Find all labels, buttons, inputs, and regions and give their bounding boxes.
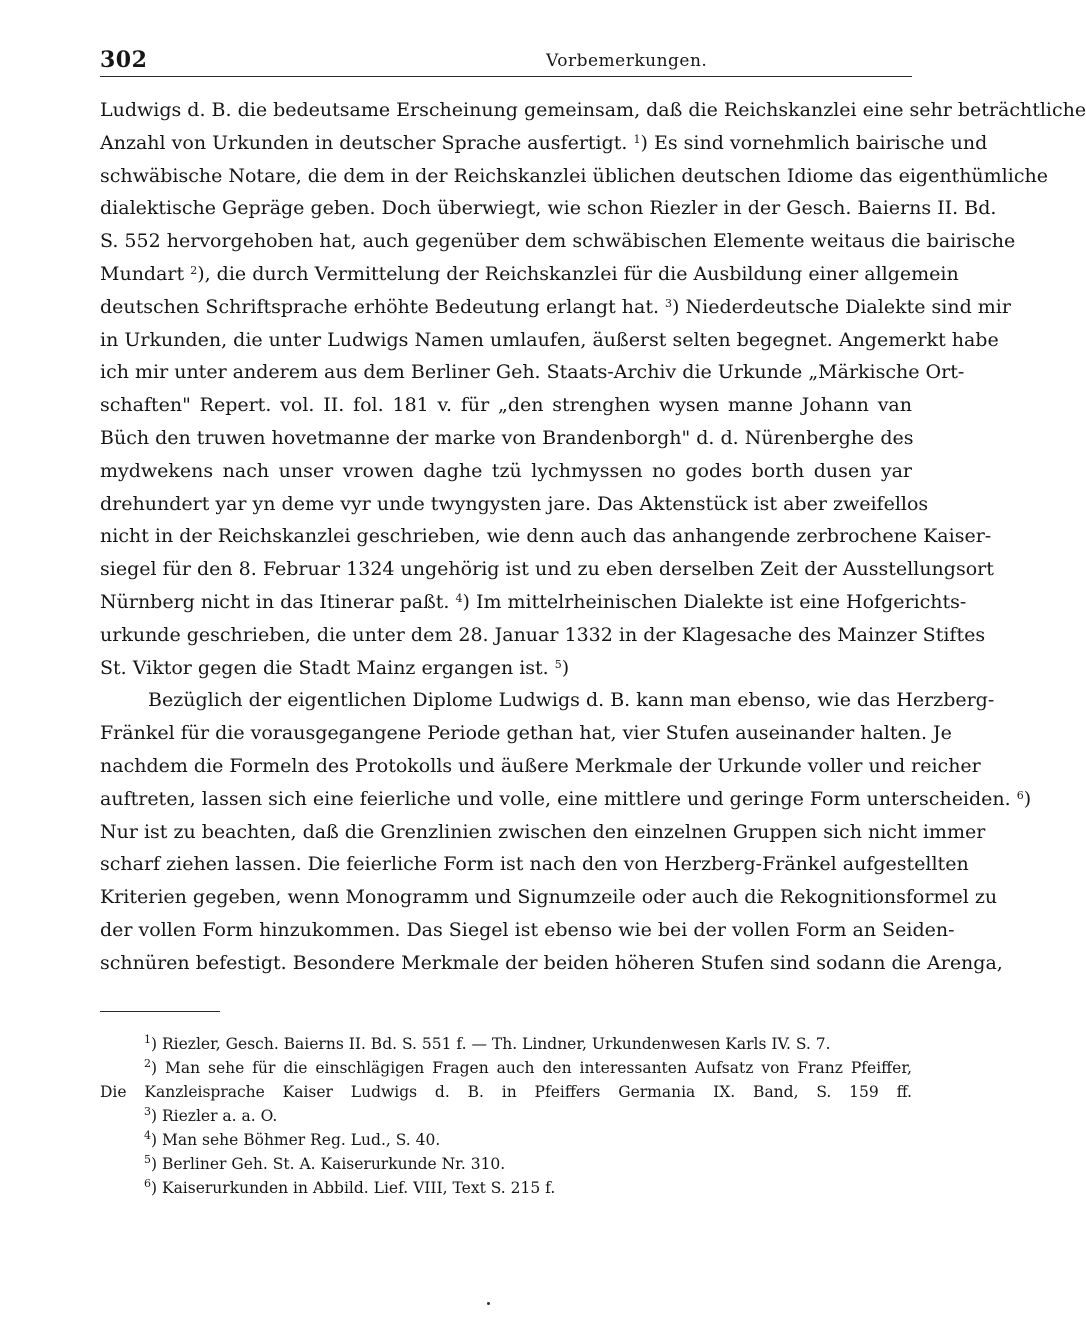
text-line: St. Viktor gegen die Stadt Mainz ergangen ist. $^5$) [100,656,570,679]
body-text [100,94,1086,980]
page-number: 302 [100,47,148,73]
text-line: in Urkunden, die unter Ludwigs Namen umlaufen, äußerst selten begegnet. Angemerkt habe [100,328,999,351]
text-line: siegel für den 8. Februar 1324 ungehörig ist und zu eben derselben Zeit der Ausstellungsort [100,558,994,581]
text-line: dialektische Gepräge geben. Doch überwiegt, wie schon Riezler in der Gesch. Baierns II. Bd. [100,197,997,220]
text-line: schaften" Repert. vol. II. fol. 181 v. für „den strenghen wysen manne Johann van [100,394,912,417]
paragraph-first-line: Bezüglich der eigentlichen Diplome Ludwigs d. B. kann man ebenso, wie das Herzberg- [148,689,995,712]
text-line: schnüren befestigt. Besondere Merkmale der beiden höheren Stufen sind sodann die Arenga, [100,951,1003,974]
text-line: Fränkel für die vorausgegangene Periode gethan hat, vier Stufen auseinander halten. Je [100,722,952,745]
text-line: drehundert yar yn deme vyr unde twyngysten jare. Das Aktenstück ist aber zweifellos [100,492,929,515]
footnote: $^6$) Kaiserurkunden in Abbild. Lief. VIII, Text S. 215 f. [144,1177,556,1197]
text-line: der vollen Form hinzukommen. Das Siegel ist ebenso wie bei der vollen Form an Seiden- [100,918,955,941]
running-head: Vorbemerkungen. [546,51,708,71]
text-line: ich mir unter anderem aus dem Berliner Geh. Staats-Archiv die Urkunde „Märkische Ort- [100,361,965,384]
footnote: $^5$) Berliner Geh. St. A. Kaiserurkunde Nr. 310. [144,1153,506,1173]
text-line: Kriterien gegeben, wenn Monogramm und Signumzeile oder auch die Rekognitionsformel zu [100,886,998,909]
text-line: S. 552 hervorgehoben hat, auch gegenüber dem schwäbischen Elemente weitaus die bairische [100,230,1016,253]
text-line: Anzahl von Urkunden in deutscher Sprache ausfertigt. $^1$) Es sind vornehmlich bairische und [100,131,988,154]
footnote-ref: 6 [1016,788,1024,802]
text-line: schwäbische Notare, die dem in der Reichskanzlei üblichen deutschen Idiome das eigenthümliche [100,164,1048,187]
text-line: nachdem die Formeln des Protokolls und äußere Merkmale der Urkunde voller und reicher [100,754,981,777]
footnote-ref: 2 [190,263,198,277]
text-line: Ludwigs d. B. die bedeutsame Erscheinung gemeinsam, daß die Reichskanzlei eine sehr beträchtliche [100,99,1086,121]
footnotes [100,1032,912,1200]
footnote-ref: 3 [665,296,673,310]
footnote: $^3$) Riezler a. a. O. [144,1105,278,1125]
print-speck [487,1302,490,1305]
page-header [100,45,912,79]
text-line: Nürnberg nicht in das Itinerar paßt. $^4$) Im mittelrheinischen Dialekte ist eine Hofgerichts- [100,590,967,613]
text-line: Mundart $^2$), die durch Vermittelung der Reichskanzlei für die Ausbildung einer allgemein [100,262,959,285]
footnote: $^4$) Man sehe Böhmer Reg. Lud., S. 40. [144,1129,441,1149]
text-line: urkunde geschrieben, die unter dem 28. Januar 1332 in der Klagesache des Mainzer Stiftes [100,623,986,646]
text-line: auftreten, lassen sich eine feierliche und volle, eine mittlere und geringe Form unterscheiden. $^6$) [100,787,1032,810]
footnote: $^1$) Riezler, Gesch. Baierns II. Bd. S. 551 f. — Th. Lindner, Urkundenwesen Karls IV. S. 7. [144,1033,831,1053]
text-line: nicht in der Reichskanzlei geschrieben, wie denn auch das anhangende zerbrochene Kaiser- [100,525,992,548]
text-line: Nur ist zu beachten, daß die Grenzlinien zwischen den einzelnen Gruppen sich nicht immer [100,820,986,843]
footnote-ref: 4 [455,591,463,605]
footnote: $^2$) Man sehe für die einschlägigen Fragen auch den interessanten Aufsatz von Franz Pfeiffer, [144,1057,912,1077]
header-rule [100,76,912,77]
footnote-rule [100,1011,220,1012]
text-line: deutschen Schriftsprache erhöhte Bedeutung erlangt hat. $^3$) Niederdeutsche Dialekte sind mir [100,295,1011,318]
footnote-ref: 1 [633,132,641,146]
text-line: Büch den truwen hovetmanne der marke von Brandenborgh" d. d. Nürenberghe des [100,426,914,449]
text-line: mydwekens nach unser vrowen daghe tzü lychmyssen no godes borth dusen yar [100,459,912,482]
footnote-ref: 5 [554,657,562,671]
footnote-continuation: Die Kanzleisprache Kaiser Ludwigs d. B. in Pfeiffers Germania IX. Band, S. 159 ff. [100,1083,912,1101]
text-line: scharf ziehen lassen. Die feierliche Form ist nach den von Herzberg-Fränkel aufgestellten [100,853,969,876]
